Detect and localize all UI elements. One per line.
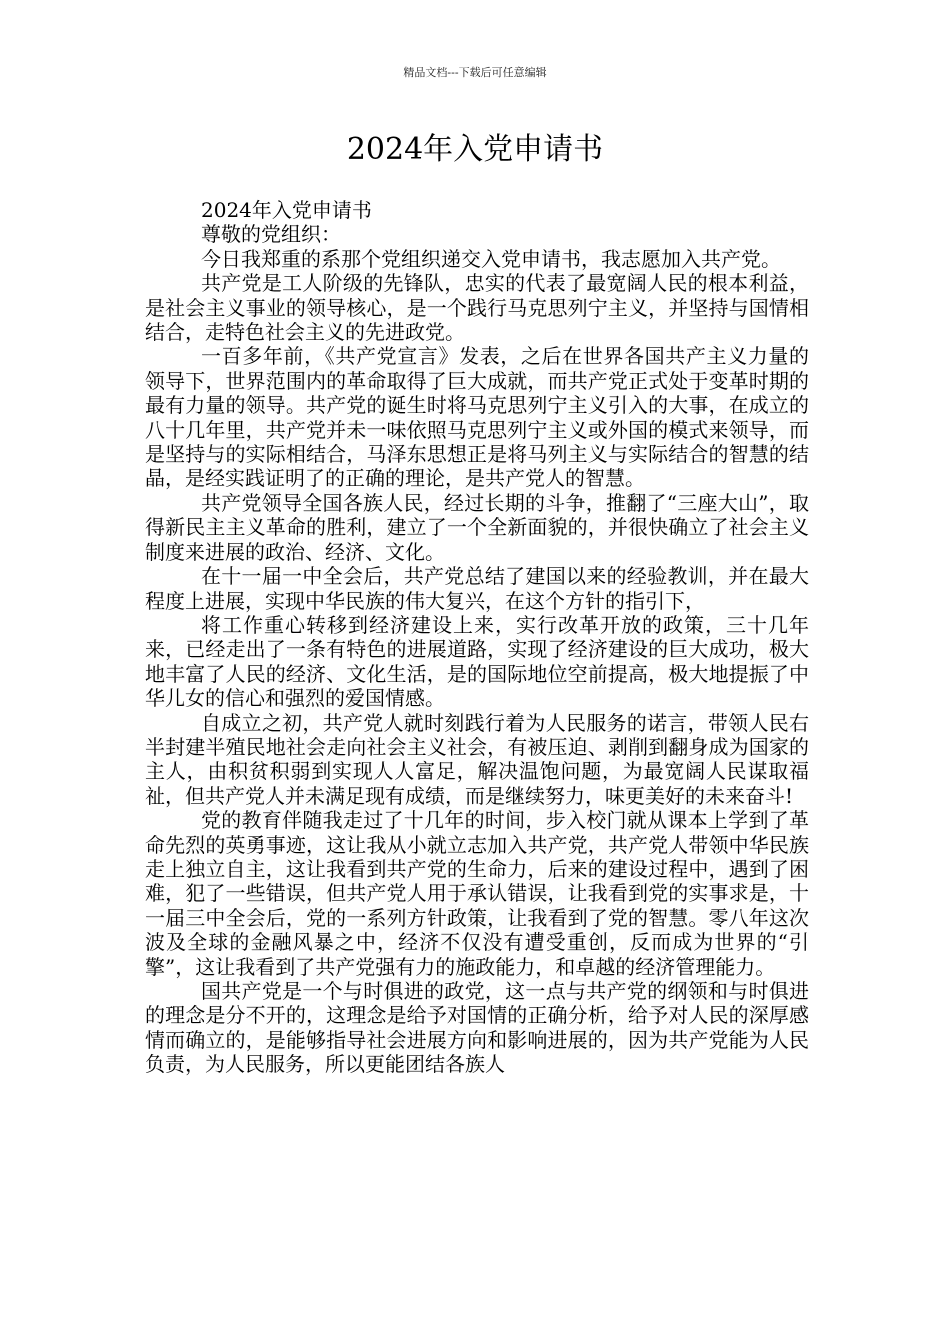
body-paragraph: 党的教育伴随我走过了十几年的时间，步入校门就从课本上学到了革命先烈的英勇事迹，这让我从小就立志加入共产党，共产党人带领中华民族走上独立自主，这让我看到共产党的生命力，后来的建设过程中，遇到了困难，犯了一些错误，但共产党人用于承认错误，让我看到党的实事求是，十一届三中全会后，党的一系列方针政策，让我看到了党的智慧。零八年这次波及全球的金融风暴之中，经济不仅没有遭受重创，反而成为世界的“引擎”，这让我看到了共产党强有力的施政能力，和卓越的经济管理能力。 — [145, 808, 809, 979]
body-paragraph: 今日我郑重的系那个党组织递交入党申请书，我志愿加入共产党。 — [201, 246, 781, 271]
header-note: 精品文档---下载后可任意编辑 — [403, 66, 547, 79]
body-paragraph: 自成立之初，共产党人就时刻践行着为人民服务的诺言，带领人民右半封建半殖民地社会走向社会主义社会，有被压迫、剥削到翻身成为国家的主人，由积贫积弱到实现人人富足，解决温饱问题，为最宽阔人民谋取福祉，但共产党人并未满足现有成绩，而是继续努力，味更美好的未来奋斗! — [145, 710, 809, 808]
body-paragraph: 共产党是工人阶级的先锋队，忠实的代表了最宽阔人民的根本利益，是社会主义事业的领导核心，是一个践行马克思列宁主义，并坚持与国情相结合，走特色社会主义的先进政党。 — [145, 271, 809, 345]
body-paragraph: 共产党领导全国各族人民，经过长期的斗争，推翻了“三座大山”，取得新民主主义革命的胜利，建立了一个全新面貌的，并很快确立了社会主义制度来进展的政治、经济、文化。 — [145, 490, 809, 564]
body-paragraph: 将工作重心转移到经济建设上来，实行改革开放的政策，三十几年来，已经走出了一条有特色的进展道路，实现了经济建设的巨大成功，极大地丰富了人民的经济、文化生活，是的国际地位空前提高，极大地提振了中华儿女的信心和强烈的爱国情感。 — [145, 612, 809, 711]
document-body — [145, 198, 809, 1077]
salutation: 尊敬的党组织： — [201, 222, 341, 247]
body-paragraph: 一百多年前，《共产党宣言》发表，之后在世界各国共产主义力量的领导下，世界范围内的革命取得了巨大成就，而共产党正式处于变革时期的最有力量的领导。共产党的诞生时将马克思列宁主义引入的大事，在成立的八十几年里，共产党并未一味依照马克思列宁主义或外国的模式来领导，而是坚持与的实际相结合，马泽东思想正是将马列主义与实际结合的智慧的结晶，是经实践证明了的正确的理论，是共产党人的智慧。 — [145, 344, 809, 491]
body-paragraph: 国共产党是一个与时俱进的政党，这一点与共产党的纲领和与时俱进的理念是分不开的，这理念是给予对国情的正确分析，给予对人民的深厚感情而确立的，是能够指导社会进展方向和影响进展的，因为共产党能为人民负责，为人民服务，所以更能团结各族人 — [145, 979, 809, 1077]
body-subtitle: 2024年入党申请书 — [201, 198, 372, 222]
body-paragraph: 在十一届一中全会后，共产党总结了建国以来的经验教训，并在最大程度上进展，实现中华民族的伟大复兴，在这个方针的指引下， — [145, 564, 809, 613]
document-title: 2024年入党申请书 — [346, 132, 604, 167]
